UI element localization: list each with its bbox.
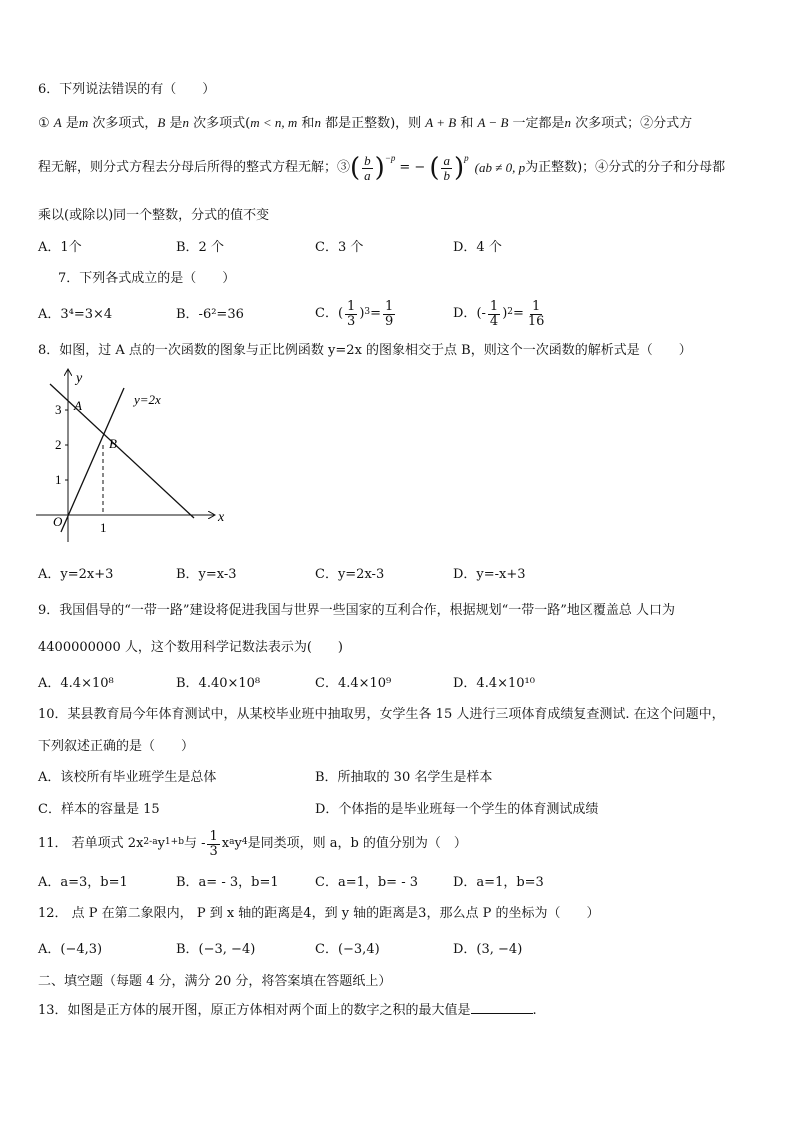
q9-option-b: B．4.40×10⁸ xyxy=(176,676,261,691)
q13-stem: 13．如图是正方体的展开图，原正方体相对两个面上的数字之积的最大值是 . xyxy=(38,1003,537,1018)
q11-option-c: C．a=1，b= - 3 xyxy=(315,875,419,890)
point-b-label: B xyxy=(109,436,117,451)
point-a-label: A xyxy=(74,398,82,413)
q7-option-d: D． (- $\frac{1}{4}$ ) 2 = $\frac{1}{16}$ xyxy=(453,298,545,329)
q8-option-d: D．y=-x+3 xyxy=(453,567,526,582)
q10-line2: 下列叙述正确的是（ ） xyxy=(38,739,195,754)
q12-option-c: C．(−3,4) xyxy=(315,942,380,957)
q7-option-a: A．3⁴=3×4 xyxy=(38,307,113,322)
fraction-b-over-a: $\frac{b}{a}$ xyxy=(364,152,371,183)
x-tick-1: 1 xyxy=(100,520,107,535)
q6-option-a: A．1个 xyxy=(38,240,82,255)
q10-option-c: C．样本的容量是 15 xyxy=(38,802,160,817)
line-y-2x xyxy=(61,388,124,532)
q6-line2: 程无解，则分式方程去分母后所得的整式方程无解；③ ( $\frac{b}{a}$ ) $^{-p}$ = − ( $\frac{a}{b}$ ) $^p$ (ab ≠ 0, p 为正整数)；④分式的分子和分母都 xyxy=(38,152,726,183)
y-tick-3: 3 xyxy=(55,402,62,417)
q12-stem: 12． 点 P 在第二象限内， P 到 x 轴的距离是4，到 y 轴的距离是3，那么点 P 的坐标为（ ） xyxy=(38,906,600,921)
q10-line1: 10．某县教育局今年体育测试中，从某校毕业班中抽取男，女学生各 15 人进行三项体育成绩复查测试. 在这个问题中， xyxy=(38,707,725,722)
q10-option-b: B．所抽取的 30 名学生是样本 xyxy=(315,770,493,785)
x-axis-label: x xyxy=(218,510,225,525)
q9-line2: 4400000000 人，这个数用科学记数法表示为( ) xyxy=(38,640,343,655)
q6-option-b: B．2 个 xyxy=(176,240,224,255)
q12-option-a: A．(−4,3) xyxy=(38,942,103,957)
q11-option-d: D．a=1，b=3 xyxy=(453,875,544,890)
line-through-a xyxy=(50,384,194,518)
q10-option-d: D．个体指的是毕业班每一个学生的体育测试成绩 xyxy=(315,802,599,817)
q9-option-a: A．4.4×10⁸ xyxy=(38,676,114,691)
y-tick-2: 2 xyxy=(55,437,62,452)
y-tick-1: 1 xyxy=(55,472,62,487)
q6-option-d: D．4 个 xyxy=(453,240,502,255)
q6-line1: ① A 是m 次多项式，B 是n 次多项式(m < n, m 和n 都是正整数)，则 A + B 和 A − B 一定都是n 次多项式；②分式方 xyxy=(38,115,693,131)
q6-option-c: C．3 个 xyxy=(315,240,364,255)
q11-stem: 11． 若单项式 2x 2-a y 1+b 与 - $\frac{1}{3}$ x a y 4 是同类项，则 a，b 的值分别为（ ） xyxy=(38,828,467,859)
origin-label: O xyxy=(53,514,63,529)
q12-option-b: B．(−3, −4) xyxy=(176,942,256,957)
q7-option-c: C． ( $\frac{1}{3}$ ) 3 = $\frac{1}{9}$ xyxy=(315,298,394,329)
q9-option-d: D．4.4×10¹⁰ xyxy=(453,676,535,691)
line-label-y2x: y=2x xyxy=(134,392,161,407)
q8-option-c: C．y=2x-3 xyxy=(315,567,385,582)
q10-option-a: A．该校所有毕业班学生是总体 xyxy=(38,770,217,785)
q6-line3: 乘以(或除以)同一个整数，分式的值不变 xyxy=(38,208,270,223)
q8-graph xyxy=(36,362,236,550)
q11-option-b: B．a= - 3，b=1 xyxy=(176,875,279,890)
q8-option-b: B．y=x-3 xyxy=(176,567,237,582)
q6-stem: 6．下列说法错误的有（ ） xyxy=(38,82,216,97)
q12-option-d: D．(3, −4) xyxy=(453,942,523,957)
q11-option-a: A．a=3，b=1 xyxy=(38,875,128,890)
q9-line1: 9．我国倡导的“一带一路”建设将促进我国与世界一些国家的互利合作，根据规划“一带一路”地区覆盖总 人口为 xyxy=(38,603,675,618)
section-heading-fill-in: 二、填空题（每题 4 分，满分 20 分，将答案填在答题纸上） xyxy=(38,974,392,989)
q7-stem: 7．下列各式成立的是（ ） xyxy=(58,271,236,286)
q8-option-a: A．y=2x+3 xyxy=(38,567,114,582)
y-axis-label: y xyxy=(76,371,83,386)
q7-option-b: B．-6²=36 xyxy=(176,307,244,322)
answer-blank xyxy=(471,1001,533,1014)
q9-option-c: C．4.4×10⁹ xyxy=(315,676,392,691)
fraction-a-over-b: $\frac{a}{b}$ xyxy=(443,152,450,183)
q8-stem: 8．如图，过 A 点的一次函数的图象与正比例函数 y=2x 的图象相交于点 B，则这个一次函数的解析式是（ ） xyxy=(38,343,692,358)
